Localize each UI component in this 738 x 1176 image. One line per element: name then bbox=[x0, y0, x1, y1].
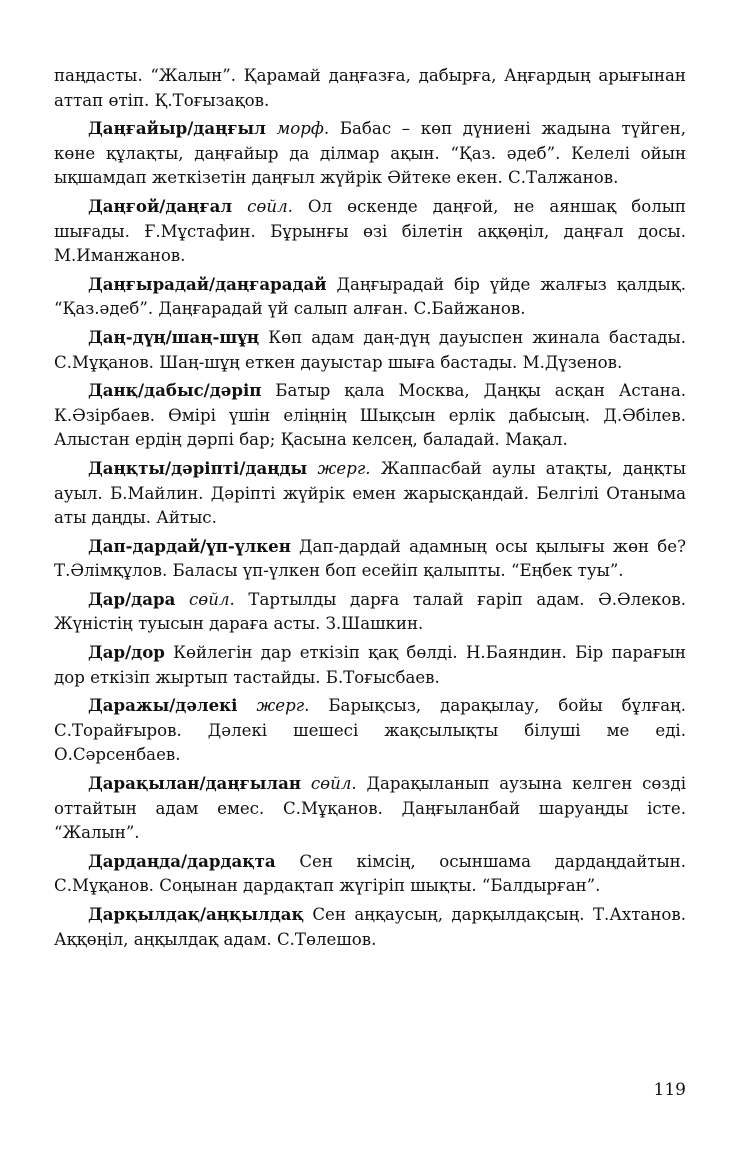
dictionary-entry bbox=[54, 534, 686, 584]
entry-text: Даңғырадай бір үйде жалғыз қалдық. “Қаз.әдеб”. Даңғарадай үй салып алған. С.Байжанов. bbox=[54, 274, 686, 319]
entry-text: Көйлегін дар еткізіп қақ бөлді. Н.Баяндин. Бір парағын дор еткізіп жыртып тастайды. Б.Тоғысбаев. bbox=[54, 643, 686, 687]
dictionary-entry bbox=[54, 771, 686, 846]
entry-headword: Даңқты/дәріпті/даңды bbox=[88, 457, 308, 478]
dictionary-entry bbox=[54, 194, 686, 269]
entry-text: Батыр қала Москва, Даңқы асқан Астана. К.Әзірбаев. Өмірі үшін еліңнің Шықсын ерлік дабысың. Д.Әбілев. Алыстан ердің дәрпі бар; Қасына келсең, баладай. Мақал. bbox=[54, 381, 686, 450]
dictionary-entry bbox=[54, 272, 686, 322]
entry-text: Ол өскенде даңғой, не аяншақ болып шығады. Ғ.Мұстафин. Бұрынғы өзі білетін аққөңіл, даңғал досы. М.Иманжанов. bbox=[54, 196, 686, 266]
entry-text: Жаппасбай аулы атақты, даңқты ауыл. Б.Майлин. Дәріпті жүйрік емен жарысқандай. Белгілі Отаныма аты даңды. Айтыс. bbox=[54, 458, 686, 528]
entry-label: сөйл. bbox=[247, 196, 293, 216]
entry-label: жерг. bbox=[256, 696, 310, 716]
dictionary-entry bbox=[54, 325, 686, 375]
entry-label: жерг. bbox=[317, 458, 371, 478]
dictionary-entry bbox=[54, 902, 686, 952]
entry-text: Тартылды дарға талай ғаріп адам. Ә.Әлеков. Жүністің туысын дараға асты. З.Шашкин. bbox=[54, 589, 686, 634]
entry-headword: Дарқылдақ/аңқылдақ bbox=[88, 904, 304, 924]
entry-label: сөйл. bbox=[310, 774, 357, 794]
dictionary-entry bbox=[54, 640, 686, 690]
dictionary-entry bbox=[54, 378, 686, 453]
dictionary-entry bbox=[54, 849, 686, 899]
entry-label: сөйл. bbox=[188, 589, 235, 609]
continuation-text: паңдасты. “Жалын”. Қарамай даңғазға, дабырға, Аңғардың арығынан аттап өтіп. Қ.Тоғызақов. bbox=[54, 66, 686, 110]
dictionary-entry bbox=[54, 693, 686, 768]
entry-headword: Дарақылан/даңғылан bbox=[88, 773, 301, 794]
entry-text: Көп адам даң-дүң дауыспен жинала бастады. С.Мұқанов. Шаң-шұң еткен дауыстар шыға бастады. М.Дүзенов. bbox=[54, 327, 686, 372]
entry-text: Сен кімсің, осыншама дардаңдайтын. С.Мұқанов. Соңынан дардақтап жүгіріп шықты. “Балдырған”. bbox=[54, 851, 686, 896]
entry-headword: Дар/дор bbox=[88, 642, 165, 663]
page-number: 119 bbox=[653, 1080, 686, 1100]
entry-headword: Дар/дара bbox=[88, 588, 176, 609]
entry-headword: Даңғой/даңғал bbox=[88, 195, 233, 216]
entry-text: Дарақыланып аузына келген сөзді оттайтын адам емес. С.Мұқанов. Даңғыланбай шаруаңды істе. “Жалын”. bbox=[54, 774, 686, 843]
dictionary-page bbox=[54, 64, 686, 955]
entry-headword: Даңғырадай/даңғарадай bbox=[88, 273, 327, 294]
entry-headword: Даң-дүң/шаң-шұң bbox=[88, 326, 260, 347]
entry-text: Барықсыз, дарақылау, бойы бұлғаң. С.Торайғыров. Дәлекі шешесі жақсылықты білуші ме еді. О.Сәрсенбаев. bbox=[54, 696, 686, 765]
entry-headword: Даражы/дәлекі bbox=[88, 695, 238, 716]
entry-text: Дап-дардай адамның осы қылығы жөн бе? Т.Әлімқұлов. Баласы үп-үлкен боп есейіп қалыпты. “Еңбек туы”. bbox=[54, 536, 686, 581]
entry-headword: Дардаңда/дардақта bbox=[88, 850, 276, 871]
dictionary-entry bbox=[54, 587, 686, 637]
entry-label: морф. bbox=[276, 119, 330, 139]
entry-headword: Даңғайыр/даңғыл bbox=[88, 118, 266, 139]
entry-text: Сен аңқаусың, дарқылдақсың. Т.Ахтанов. Аққөңіл, аңқылдақ адам. С.Төлешов. bbox=[54, 905, 686, 949]
entry-text: Бабас – көп дүниені жадына түйген, көне құлақты, даңғайыр да ділмар ақын. “Қаз. әдеб”. Келелі ойын ықшамдап жеткізетін даңғыл жүйрік Әйтеке екен. С.Талжанов. bbox=[54, 119, 687, 188]
dictionary-entry bbox=[54, 456, 686, 531]
entry-headword: Дап-дардай/үп-үлкен bbox=[88, 535, 291, 556]
dictionary-entry bbox=[54, 116, 686, 191]
entry-headword: Данқ/дабыс/дәріп bbox=[88, 380, 262, 401]
